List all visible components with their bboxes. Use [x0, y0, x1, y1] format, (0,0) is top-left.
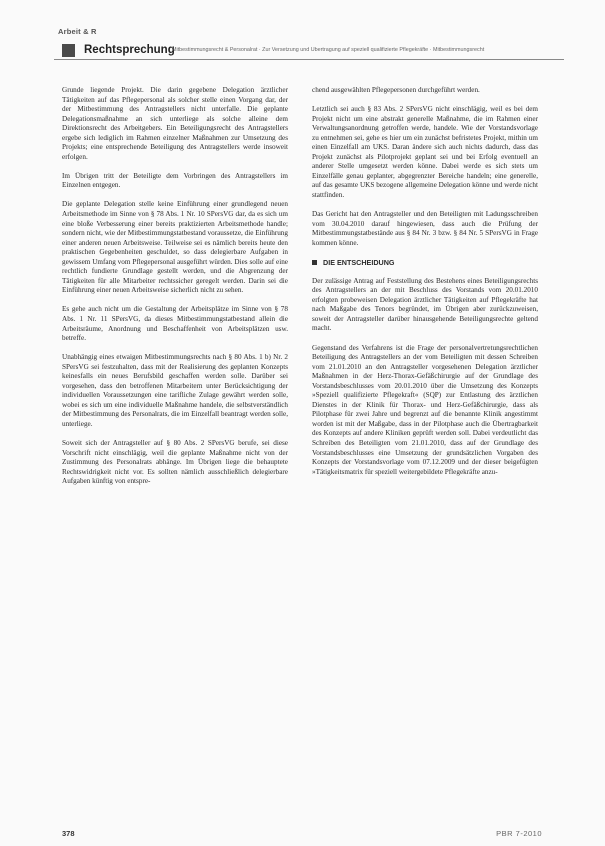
section-square-icon [312, 260, 317, 265]
paragraph: Letztlich sei auch § 83 Abs. 2 SPersVG nicht einschlägig, weil es bei dem Projekt nicht um eine abstrakt generelle Maßnahme, die im Rahmen einer Verwaltungsanordnung getroffen werde, handele. Wie der Vorstandsvorlage zu entnehmen sei, gehe es hier um ein zunächst befristetes Projekt, mithin um einen Einzelfall am UKS. Daran ändere sich auch nichts dadurch, dass das Projekt zunächst als Pilotprojekt geplant sei und bei Erfolg eventuell an anderer Stelle umgesetzt werden könne. Dabei werde es sich stets um Einzelfälle genau geplanter, abgegrenzter Bereiche handeln; eine generelle, auf das gesamte UKS bezogene allgemeine Delegation könne und werde nicht stattfinden. [312, 105, 538, 199]
paragraph: Es gehe auch nicht um die Gestaltung der Arbeitsplätze im Sinne von § 78 Abs. 1 Nr. 11 SPersVG, da dieses Mitbestimmungstatbestand allein die Arbeitsräume, Anordnung und Beschaffenheit von Arbeitsplätzen usw. betreffe. [62, 305, 288, 343]
paragraph: Grunde liegende Projekt. Die darin gegebene Delegation ärztlicher Tätigkeiten auf das Pflegepersonal als solcher stelle einen Vorgang dar, der der Mitbestimmung des Antragstellers nicht unterfalle. Die geplante Delegationsmaßnahme an sich unterliege als solche alleine dem Direktionsrecht des Arbeitgebers. Ein Beteiligungsrecht des Antragstellers ergebe sich lediglich im Rahmen einzelner Maßnahmen zur Umsetzung des Projekts; eine entsprechende Beteiligung des Antragstellers werde insoweit erfolgen. [62, 86, 288, 161]
paragraph: Der zulässige Antrag auf Feststellung des Bestehens eines Beteiligungsrechts des Antragstellers an der mit Beschluss des Vorstands vom 20.01.2010 erfolgten probeweisen Delegation ärztlicher Tätigkeiten auf Pflegekräfte hat nach Maßgabe des Tenors begründet, im Übrigen aber zurückzuweisen, soweit der Antragsteller darüber hinausgehende Beteiligungsrechte geltend macht. [312, 276, 538, 333]
section-title: DIE ENTSCHEIDUNG [323, 257, 395, 267]
paragraph: Die geplante Delegation stelle keine Einführung einer grundlegend neuen Arbeitsmethode im Sinne von § 78 Abs. 1 Nr. 10 SPersVG dar, da es sich um eine bloße Verbesserung einer bereits praktizierten Arbeitsmethode handle; sondern nicht, wie der Mitbestimmungstatbestand voraussetze, die Einführung einer anderen neuen Arbeitsweise. Teilweise sei es nämlich bereits heute den praktischen Gegebenheiten geschuldet, so dass delegierbare Aufgaben in gewissem Umfang vom Pflegepersonal ausgeführt würden. Dies solle auf eine rechtlich fundierte Grundlage gestellt werden, und die Abgrenzung der Tätigkeiten für alle Mitarbeiter rechtssicher geregelt werden. Darin sei die Einführung einer neuen Arbeitsweise sicherlich nicht zu sehen. [62, 200, 288, 295]
paragraph: Gegenstand des Verfahrens ist die Frage der personalvertretungsrechtlichen Beteiligung des Antragstellers an der vom Beteiligten mit dessen Schreiben vom 21.01.2010 an den Antragsteller vorgesehenen Delegation ärztlicher Maßnahmen in der Herz-Thorax-Gefäßchirurgie auf der Grundlage des Vorstandsbeschlusses vom 20.01.2010 über die Umsetzung des Konzepts »Speziell qualifizierte Pflegekraft« (SQP) zur Entlastung des ärztlichen Dienstes in der Klinik für Thorax- und Herz-Gefäßchirurgie, dass als Pilotphase für zwei Jahre und begrenzt auf die benannte Klinik angestimmt worden ist mit der Maßgabe, dass in der Pilotphase auch die Übertragbarkeit des Konzepts auf andere Kliniken geprüft werden soll. Dabei verdeutlicht das Schreiben des Beteiligten vom 21.01.2010, dass auf der Grundlage des Vorstandsbeschlusses eine Umsetzung der grundsätzlichen Vorgaben des Konzepts der Vorstandsvorlage vom 07.12.2009 und der dieser beigefügten »Tätigkeitsmatrix für speziell weitergebildete Pflegekräfte anzu- [312, 343, 538, 476]
page-number: 378 [62, 829, 75, 838]
right-column [312, 86, 538, 487]
journal-label: Arbeit & R [58, 27, 97, 36]
journal-issue: PBR 7-2010 [496, 829, 542, 838]
header-rule [54, 59, 564, 60]
paragraph: Im Übrigen tritt der Beteiligte dem Vorbringen des Antragstellers im Einzelnen entgegen. [62, 171, 288, 190]
paragraph: Das Gericht hat den Antragsteller und den Beteiligten mit Ladungsschreiben vom 30.04.2010 darauf hingewiesen, dass auch die Prüfung der Mitbestimmungstatbestände aus § 84 Nr. 3 bzw. § 84 Nr. 5 SPersVG in Frage kommen könne. [312, 210, 538, 247]
header-subtitle: Mitbestimmungsrecht & Personalrat · Zur Versetzung und Übertragung auf speziell qualifizierte Pflegekräfte · Mitbestimmungsrecht [172, 47, 485, 53]
left-column [62, 86, 288, 496]
section-heading [312, 258, 538, 268]
footer [62, 829, 542, 839]
header-title: Rechtsprechung [84, 44, 175, 56]
paragraph: chend ausgewählten Pflegepersonen durchgeführt werden. [312, 86, 480, 94]
section-header [54, 44, 564, 60]
paragraph: Unabhängig eines etwaigen Mitbestimmungsrechts nach § 80 Abs. 1 b) Nr. 2 SPersVG sei festzuhalten, dass mit der Realisierung des geplanten Konzepts keinesfalls ein neues Berufsbild geschaffen werden solle. Darüber sei vorgesehen, dass den betroffenen Mitarbeitern unter Berücksichtigung der individuellen Voraussetzungen eine tarifliche Zulage gewährt werden solle, wobei es sich um eine individuelle Maßnahme handele, die selbstverständlich der Mitbestimmung des Personalrats, die im Einzelfall beantragt werden solle, unterliege. [62, 353, 288, 428]
paragraph: Soweit sich der Antragsteller auf § 80 Abs. 2 SPersVG berufe, sei diese Vorschrift nicht einschlägig, weil die geplante Maßnahme nicht von der Zustimmung des Personalrats abhänge. Im Übrigen liege die behauptete Rechtswidrigkeit nicht vor. Es sollten nämlich ausschließlich delegierbare Aufgaben künftig von entspre- [62, 439, 288, 486]
header-square-icon [62, 44, 75, 57]
